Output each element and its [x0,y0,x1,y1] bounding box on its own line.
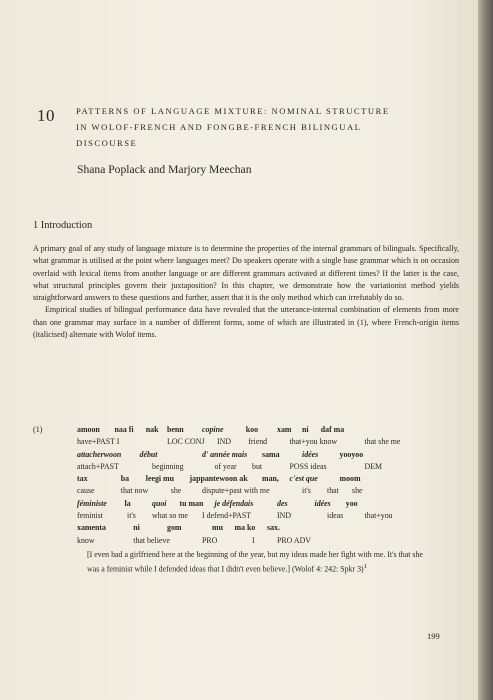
example-gloss: that [327,486,339,496]
example-word: yoo [345,498,358,508]
example-word: leegi mu [145,474,175,484]
example-word: gom [167,523,182,533]
example-word: mu [212,523,223,533]
example-gloss: that+you [364,511,393,521]
example-word-line [77,523,457,535]
example-gloss: IND [217,437,232,447]
example-gloss-line [77,536,457,548]
example-word: xam [277,425,292,434]
paragraph: Empirical studies of bilingual performance data have revealed that the utterance-internal combination of elements from more than one grammar may surface in a number of different forms, some of which are illustrated in (1), where French-origin items (italicised) alternate with Wolof items. [33,305,459,340]
example-gloss: friend [248,437,268,447]
example-gloss-line [77,486,457,498]
example-gloss: LOC CONJ [167,437,205,447]
example-gloss: of year [214,461,237,471]
example-word: yooyoo [339,449,364,459]
example-gloss-line [77,462,457,474]
example-word: tu man [179,498,204,508]
example-word: quoi [152,498,167,508]
example-word-line [77,499,457,511]
example-word: copine [202,425,224,434]
example-gloss: but [252,461,263,471]
example-word: la [124,498,131,508]
example-word-line [77,450,457,462]
chapter-number: 10 [37,106,55,125]
example-word: idées [302,449,319,459]
example-gloss: PRO [202,535,218,545]
example-word: ni [133,523,140,533]
example-gloss-line [77,437,457,449]
example-gloss: that believe [133,535,170,545]
example-gloss-line [77,511,457,523]
example-word: xamenta [77,523,106,533]
example-word: daf ma [320,425,345,434]
example-word: naa fi [114,425,134,434]
example-word: ni [302,425,309,434]
example-gloss: it's [302,486,311,496]
section-heading: 1 Introduction [33,220,93,231]
example-word: je défendais [214,498,254,508]
example-gloss: ideas [327,511,344,521]
page-edge-shadow [478,0,493,700]
example-word: attacherwoon [77,449,122,459]
example-word: benn [167,425,184,434]
page-number: 199 [427,631,440,641]
example-word: tax [77,474,88,484]
example-word: sama [262,449,280,459]
example-gloss: beginning [152,461,184,471]
example-word: man, [262,474,279,484]
chapter-title: PATTERNS OF LANGUAGE MIXTURE: NOMINAL STRUCTURE IN WOLOF-FRENCH AND FONGBE-FRENCH BILINGUAL DISCOURSE [76,106,390,148]
translation-text: [I even had a girlfriend here at the beginning of the year, but my ideas made her fight with me. It's that she was a feminist while I defended ideas that I didn't even believe.] (Wolof 4: 242: Spkr 3) [87,549,423,574]
example-word: idées [314,498,331,508]
example-word: koo [245,425,259,434]
example-word: jappantewoon ak [189,474,248,484]
body-text [33,243,459,341]
example-gloss: she [170,486,182,496]
example-gloss: that she me [364,437,401,447]
example-word: féministe [77,498,107,508]
example-gloss: PRO ADV [277,535,311,545]
example-word: moom [339,474,361,484]
example-word: ma ko [234,523,256,533]
example-gloss: DEM [364,461,383,471]
example-gloss: attach+PAST [77,461,119,471]
example-gloss: she [352,486,363,496]
example-gloss-block [77,425,457,576]
example-gloss: IND [277,511,292,521]
example-gloss: I defend+PAST [202,511,252,521]
example-word: amoon [77,425,100,434]
example-gloss: that+you know [289,437,338,447]
example-gloss: have+PAST I [77,437,120,447]
example-gloss: it's [127,511,136,521]
example-gloss: cause [77,486,95,496]
example-gloss: I [252,535,255,545]
example-word: c'est que [289,474,318,484]
example-gloss: dispute+past with me [202,486,270,496]
example-word: ba [120,474,130,484]
paragraph: A primary goal of any study of language mixture is to determine the properties of the internal grammars of bilinguals. Specifically, what grammar is utilised at the point where languages meet? Do speakers operate with a single base grammar which is on occasion overlaid with lexical items from another language or are different grammars activated at different times? If the latter is the case, what structural principles govern their juxtaposition? In this chapter, we demonstrate how the variationist method yields straightforward answers to these questions and further, assert that it is the only method which can irrefutably do so. [33,244,459,303]
example-gloss: that now [120,486,149,496]
example-gloss: POSS ideas [289,461,327,471]
example-word-line [77,474,457,486]
example-gloss: know [77,535,95,545]
chapter-authors: Shana Poplack and Marjory Meechan [77,163,252,176]
example-word: nak [145,425,159,434]
example-gloss: what so me [152,511,188,521]
example-word: sax. [267,523,280,533]
example-word-line [77,425,457,437]
example-lines [77,425,457,548]
example-gloss: feminist [77,511,103,521]
example-word: d' année mais [202,449,248,459]
example-word: des [277,498,288,508]
footnote-marker: 1 [363,563,367,571]
example-word: début [139,449,158,459]
example-translation [77,549,432,576]
example-number: (1) [33,425,43,434]
